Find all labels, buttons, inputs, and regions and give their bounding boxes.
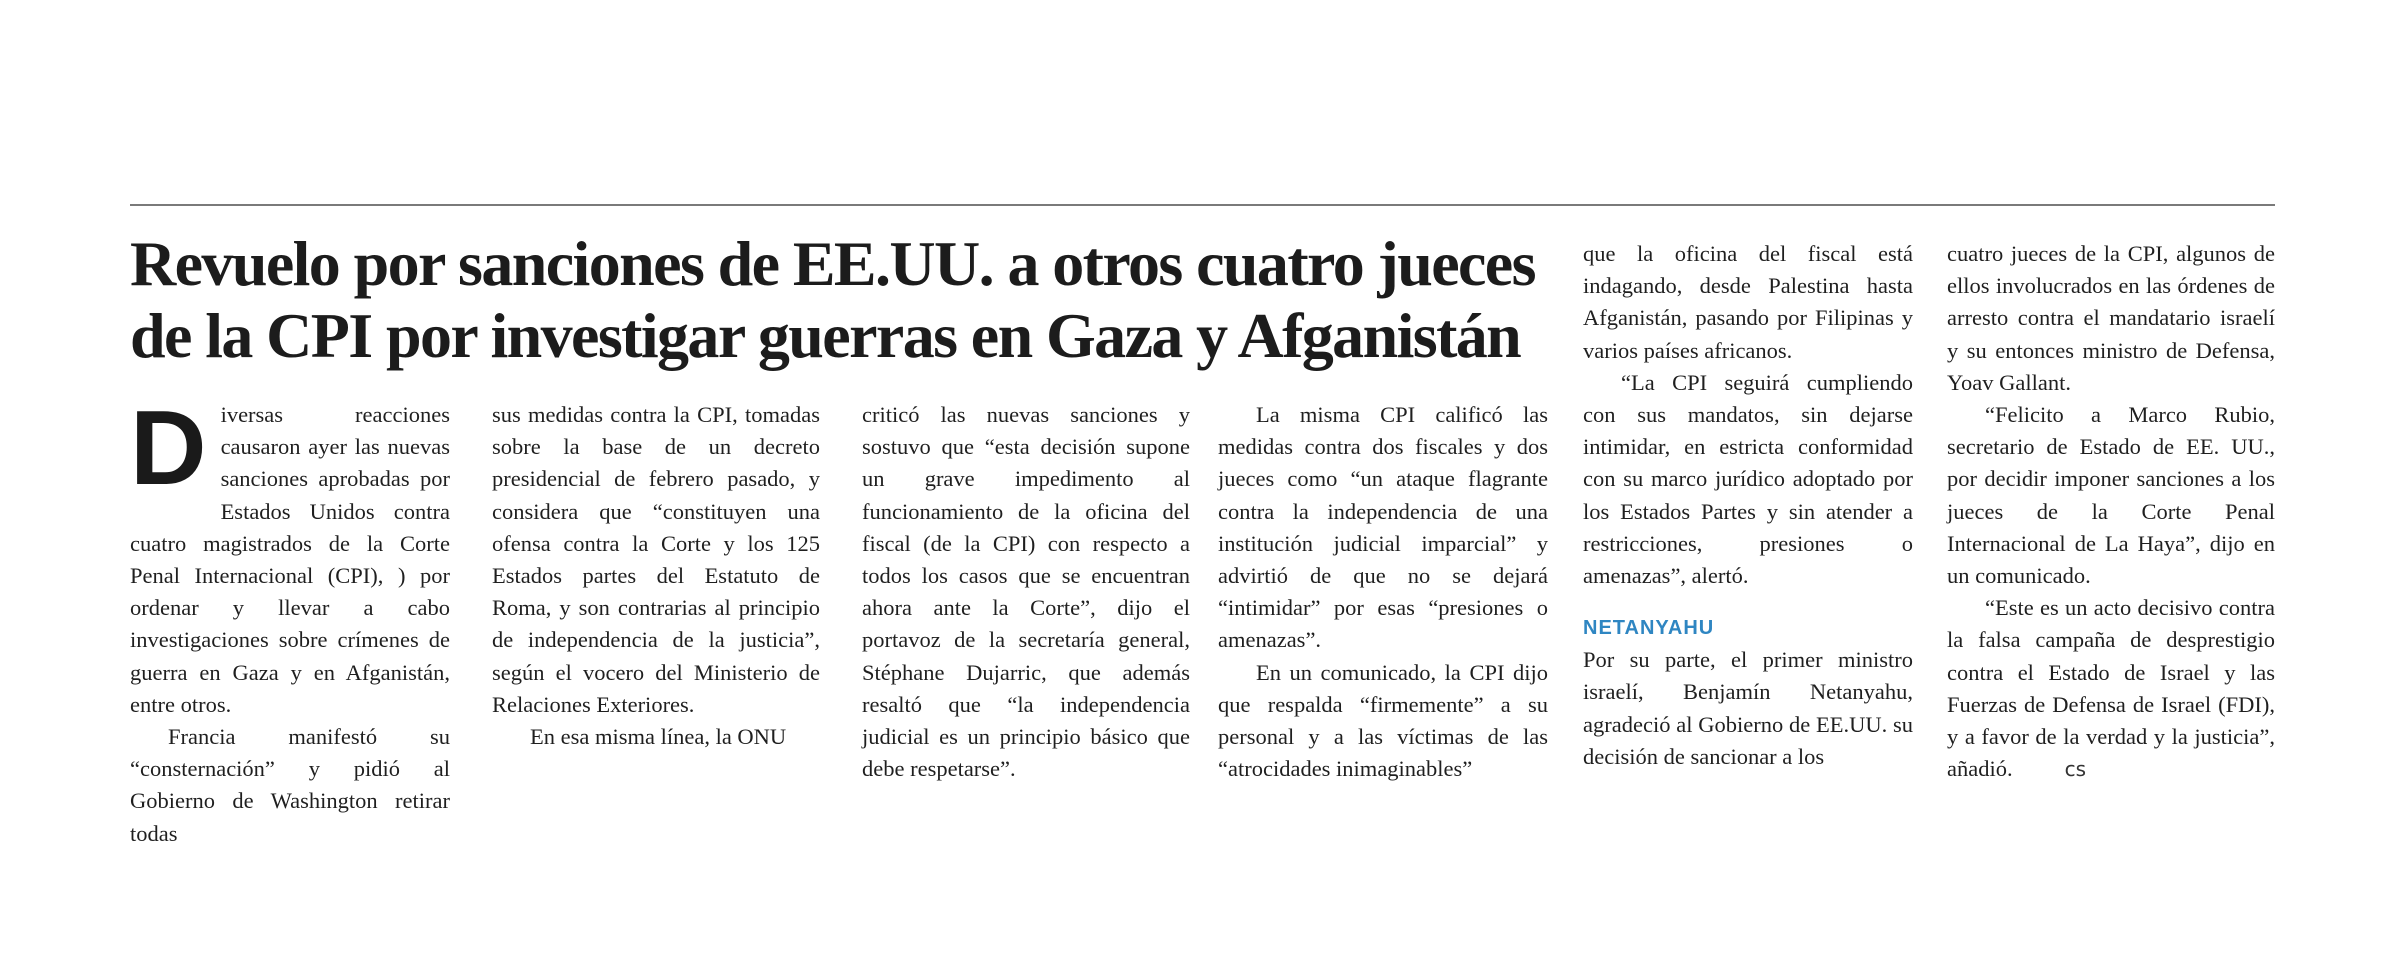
paragraph-6: La misma CPI calificó las medidas contra dos fiscales y dos jueces como “un ataque flagrante contra la independencia de una institución judicial imparcial” y advirtió de que no se dejará “intimidar” por esas “presiones o amenazas”. (1218, 402, 1548, 653)
column-2 (492, 399, 820, 753)
column-5 (1583, 238, 1913, 773)
paragraph-1-text: iversas reacciones causaron ayer las nuevas sanciones aprobadas por Estados Unidos contra cuatro magistrados de la Corte Penal Internacional (CPI), ) por ordenar y llevar a cabo investigaciones sobre crímenes de guerra en Gaza y en Afganistán, entre otros. (130, 402, 450, 717)
paragraph-5: criticó las nuevas sanciones y sostuvo que “esta decisión supone un grave impedimento al funcionamiento de la oficina del fiscal (de la CPI) con respecto a todos los casos que se encuentran ahora ante la Corte”, dijo el portavoz de la secretaría general, Stéphane Dujarric, que además resaltó que “la independencia judicial es un principio básico que debe respetarse”. (862, 402, 1190, 782)
column-4 (1218, 399, 1548, 785)
paragraph-2: Francia manifestó su “consternación” y pidió al Gobierno de Washington retirar todas (130, 724, 450, 846)
paragraph-7: En un comunicado, la CPI dijo que respalda “firmemente” a su personal y a las víctimas de las “atrocidades inimaginables” (1218, 659, 1548, 782)
paragraph-8: que la oficina del fiscal está indagando, desde Palestina hasta Afganistán, pasando por Filipinas y varios países africanos. (1583, 241, 1913, 363)
paragraph-1 (130, 389, 450, 721)
headline (130, 228, 1560, 372)
headline-line-1: Revuelo por sanciones de EE.UU. a otros cuatro jueces (130, 228, 1535, 299)
drop-cap: D (130, 389, 207, 507)
paragraph-9: “La CPI seguirá cumpliendo con sus mandatos, sin dejarse intimidar, en estricta conformidad con su marco jurídico adoptado por los Estados Partes y sin atender a restricciones, presiones o amenazas”, alertó. (1583, 369, 1913, 589)
paragraph-4: En esa misma línea, la ONU (530, 724, 787, 750)
paragraph-3: sus medidas contra la CPI, tomadas sobre la base de un decreto presidencial de febrero pasado, y considera que “constituyen una ofensa contra la Corte y los 125 Estados partes del Estatuto de Roma, y son contrarias al principio de independencia de la justicia”, según el vocero del Ministerio de Relaciones Exteriores. (492, 402, 820, 717)
headline-line-2: de la CPI por investigar guerras en Gaza y Afganistán (130, 300, 1521, 371)
paragraph-13-text: “Este es un acto decisivo contra la falsa campaña de desprestigio contra el Estado de Israel y las Fuerzas de Defensa de Israel (FDI), y a favor de la verdad y la justicia”, añadió. (1947, 595, 2275, 782)
end-of-article-icon: cs (2064, 757, 2087, 782)
top-rule (130, 204, 2275, 206)
column-3 (862, 399, 1190, 785)
paragraph-12: “Felicito a Marco Rubio, secretario de Estado de EE. UU., por decidir imponer sanciones a los jueces de la Corte Penal Internacional de La Haya”, dijo en un comunicado. (1947, 402, 2275, 589)
paragraph-10: Por su parte, el primer ministro israelí, Benjamín Netanyahu, agradeció al Gobierno de EE.UU. su decisión de sancionar a los (1583, 647, 1913, 769)
subhead-netanyahu: NETANYAHU (1583, 617, 1715, 640)
column-1 (130, 389, 450, 850)
paragraph-13 (1947, 592, 2275, 785)
paragraph-11: cuatro jueces de la CPI, algunos de ellos involucrados en las órdenes de arresto contra el mandatario israelí y su entonces ministro de Defensa, Yoav Gallant. (1947, 241, 2275, 395)
column-6 (1947, 238, 2275, 785)
